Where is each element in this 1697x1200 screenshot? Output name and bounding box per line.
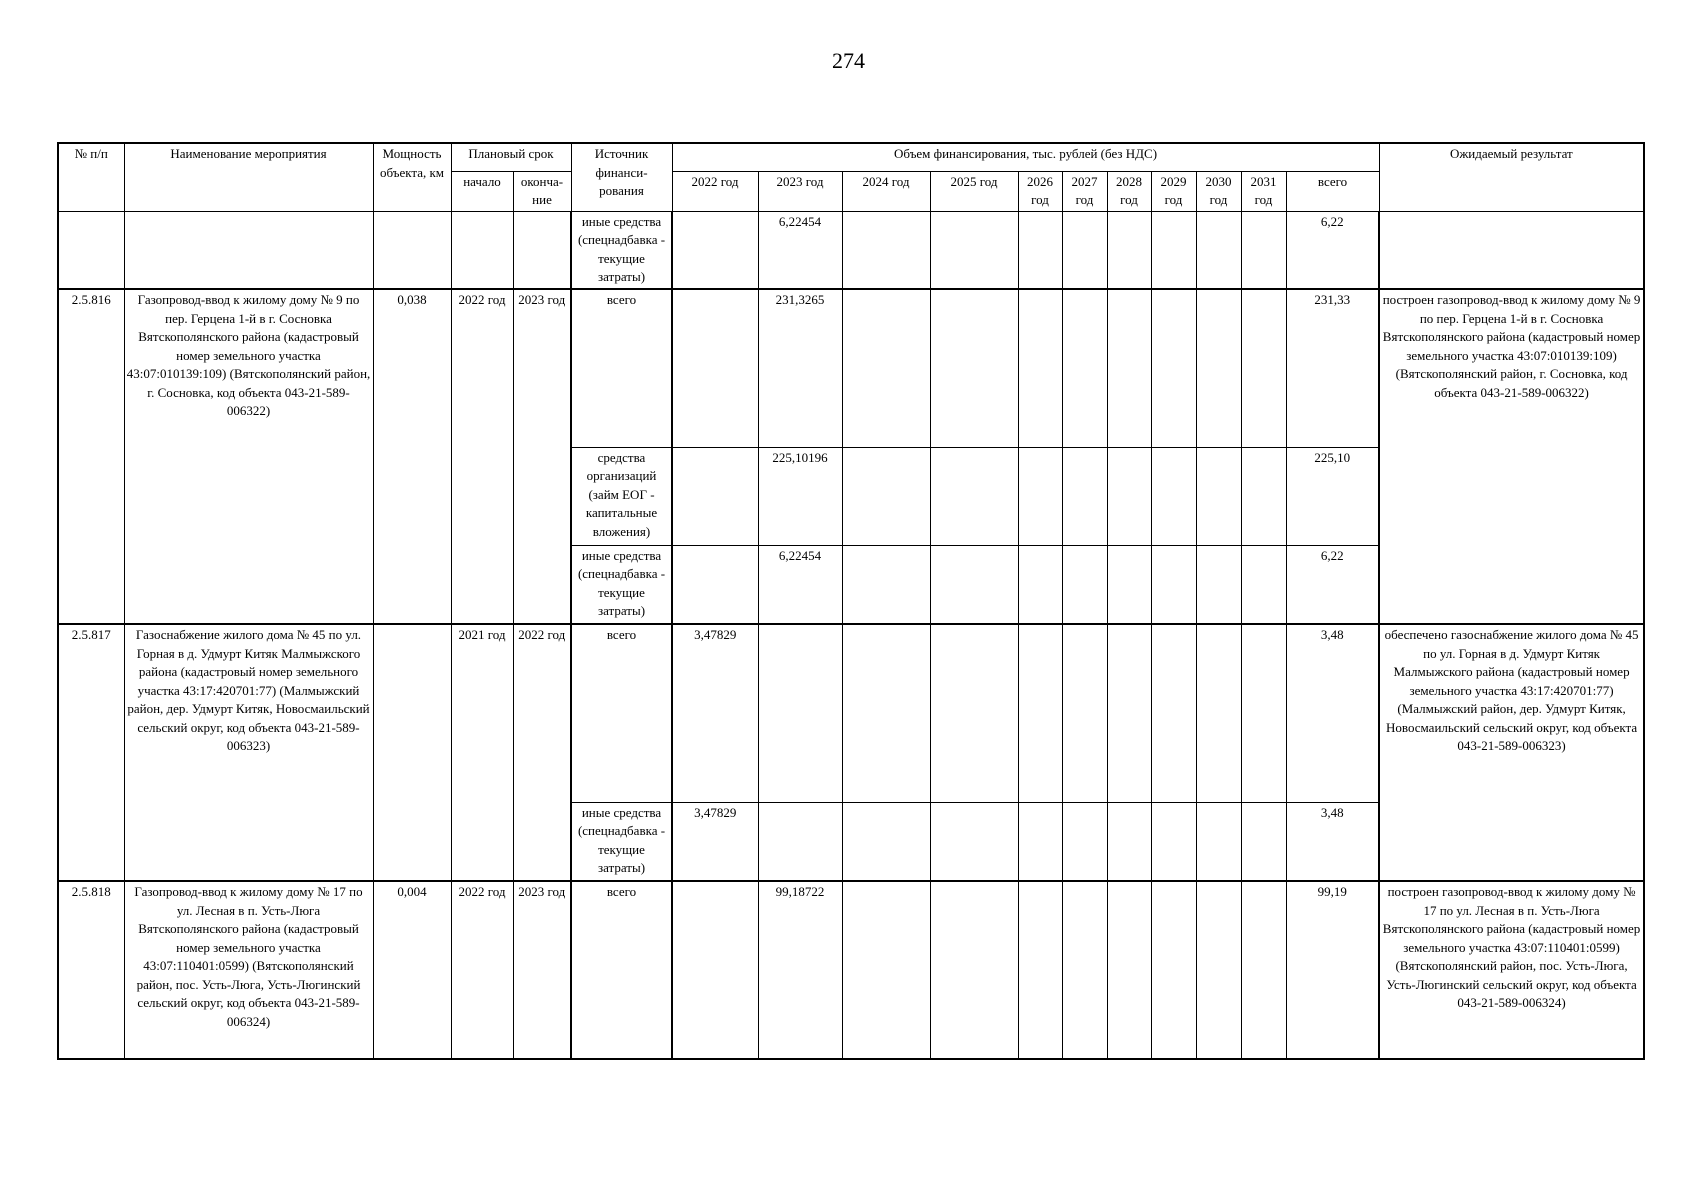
cell-name: Газопровод-ввод к жилому дому № 17 по ул. Лесная в п. Усть-Люга Вятскополянского района (кадастровый номер земельного участка 43:07:110401:0599) (Вятскополянский район, пос. Усть-Люга, Усть-Люгинский сельский округ, код объекта 043-21-589-006324) [124, 881, 373, 1059]
cell-y2028 [1107, 289, 1151, 447]
cell-end: 2023 год [513, 881, 571, 1059]
header-year: 2029 год [1151, 171, 1196, 211]
cell-y2022 [672, 545, 758, 624]
cell-y2025 [930, 802, 1018, 881]
financing-table [57, 142, 1645, 1060]
cell-y2031 [1241, 881, 1286, 1059]
cell-source: всего [571, 881, 672, 1059]
cell-start: 2022 год [451, 289, 513, 624]
cell-y2023: 6,22454 [758, 545, 842, 624]
cell-total: 231,33 [1286, 289, 1379, 447]
cell-total: 6,22 [1286, 211, 1379, 289]
cell-power [373, 624, 451, 881]
cell-y2022: 3,47829 [672, 624, 758, 802]
cell-start: 2021 год [451, 624, 513, 881]
header-year: 2023 год [758, 171, 842, 211]
cell-power: 0,038 [373, 289, 451, 624]
cell-name: Газоснабжение жилого дома № 45 по ул. Горная в д. Удмурт Китяк Малмыжского района (кадастровый номер земельного участка 43:17:420701:77) (Малмыжский район, дер. Удмурт Китяк, Новосмаильский сельский округ, код объекта 043-21-589-006323) [124, 624, 373, 881]
cell-num: 2.5.817 [58, 624, 124, 881]
header-power: Мощность объекта, км [373, 143, 451, 211]
header-result: Ожидаемый результат [1379, 143, 1644, 211]
cell-y2031 [1241, 289, 1286, 447]
header-year: 2027 год [1062, 171, 1107, 211]
cell-y2028 [1107, 211, 1151, 289]
cell-y2030 [1196, 881, 1241, 1059]
cell-source: иные средства (спецнадбавка - текущие затраты) [571, 545, 672, 624]
cell-result [1379, 211, 1644, 289]
cell-y2029 [1151, 289, 1196, 447]
cell-end: 2023 год [513, 289, 571, 624]
cell-y2023 [758, 802, 842, 881]
cell-y2022 [672, 447, 758, 545]
cell-y2025 [930, 447, 1018, 545]
cell-y2026 [1018, 624, 1062, 802]
cell-total: 3,48 [1286, 802, 1379, 881]
cell-y2028 [1107, 624, 1151, 802]
cell-source: всего [571, 289, 672, 447]
cell-y2030 [1196, 211, 1241, 289]
cell-y2028 [1107, 447, 1151, 545]
header-year: 2030 год [1196, 171, 1241, 211]
cell-y2024 [842, 802, 930, 881]
cell-y2026 [1018, 211, 1062, 289]
cell-result: обеспечено газоснабжение жилого дома № 45 по ул. Горная в д. Удмурт Китяк Малмыжского района (кадастровый номер земельного участка 43:17:420701:77) (Малмыжский район, дер. Удмурт Китяк, Новосмаильский сельский округ, код объекта 043-21-589-006323) [1379, 624, 1644, 881]
cell-y2028 [1107, 881, 1151, 1059]
cell-y2025 [930, 881, 1018, 1059]
cell-start [451, 211, 513, 289]
cell-y2024 [842, 289, 930, 447]
cell-y2030 [1196, 802, 1241, 881]
cell-y2029 [1151, 211, 1196, 289]
header-year: 2025 год [930, 171, 1018, 211]
header-year: 2028 год [1107, 171, 1151, 211]
cell-y2029 [1151, 447, 1196, 545]
cell-y2030 [1196, 447, 1241, 545]
cell-y2030 [1196, 289, 1241, 447]
cell-y2031 [1241, 624, 1286, 802]
cell-y2026 [1018, 802, 1062, 881]
cell-y2024 [842, 624, 930, 802]
cell-y2027 [1062, 545, 1107, 624]
cell-y2027 [1062, 802, 1107, 881]
cell-y2025 [930, 545, 1018, 624]
cell-y2025 [930, 211, 1018, 289]
cell-end: 2022 год [513, 624, 571, 881]
header-term: Плановый срок [451, 143, 571, 171]
header-year: 2026 год [1018, 171, 1062, 211]
cell-y2031 [1241, 447, 1286, 545]
cell-num: 2.5.818 [58, 881, 124, 1059]
table-row [58, 211, 1644, 289]
cell-start: 2022 год [451, 881, 513, 1059]
header-year: 2024 год [842, 171, 930, 211]
cell-y2023: 225,10196 [758, 447, 842, 545]
header-term-end: оконча-ние [513, 171, 571, 211]
cell-total: 225,10 [1286, 447, 1379, 545]
cell-source: всего [571, 624, 672, 802]
header-year: 2031 год [1241, 171, 1286, 211]
cell-total: 3,48 [1286, 624, 1379, 802]
cell-y2024 [842, 211, 930, 289]
cell-total: 6,22 [1286, 545, 1379, 624]
cell-y2026 [1018, 545, 1062, 624]
cell-y2031 [1241, 211, 1286, 289]
cell-total: 99,19 [1286, 881, 1379, 1059]
cell-result: построен газопровод-ввод к жилому дому № 17 по ул. Лесная в п. Усть-Люга Вятскополянского района (кадастровый номер земельного участка 43:07:110401:0599) (Вятскополянский район, пос. Усть-Люга, Усть-Люгинский сельский округ, код объекта 043-21-589-006324) [1379, 881, 1644, 1059]
cell-y2029 [1151, 881, 1196, 1059]
cell-source: иные средства (спецнадбавка - текущие затраты) [571, 211, 672, 289]
page-number: 274 [832, 48, 865, 73]
header-num: № п/п [58, 143, 124, 211]
table-row [58, 881, 1644, 1059]
table-row [58, 624, 1644, 802]
cell-power [373, 211, 451, 289]
cell-y2027 [1062, 211, 1107, 289]
cell-y2024 [842, 447, 930, 545]
cell-y2027 [1062, 447, 1107, 545]
cell-y2027 [1062, 624, 1107, 802]
header-total: всего [1286, 171, 1379, 211]
cell-result: построен газопровод-ввод к жилому дому № 9 по пер. Герцена 1-й в г. Сосновка Вятскополянского района (кадастровый номер земельного участка 43:07:010139:109) (Вятскополянский район, г. Сосновка, код объекта 043-21-589-006322) [1379, 289, 1644, 624]
cell-y2028 [1107, 802, 1151, 881]
cell-y2029 [1151, 624, 1196, 802]
cell-y2029 [1151, 545, 1196, 624]
header-name: Наименование мероприятия [124, 143, 373, 211]
cell-source: иные средства (спецнадбавка - текущие затраты) [571, 802, 672, 881]
cell-y2031 [1241, 802, 1286, 881]
cell-y2025 [930, 624, 1018, 802]
cell-y2023: 99,18722 [758, 881, 842, 1059]
cell-y2026 [1018, 289, 1062, 447]
cell-y2024 [842, 545, 930, 624]
cell-y2030 [1196, 624, 1241, 802]
header-source: Источник финанси-рования [571, 143, 672, 211]
cell-y2025 [930, 289, 1018, 447]
cell-y2027 [1062, 289, 1107, 447]
cell-y2023: 231,3265 [758, 289, 842, 447]
cell-y2026 [1018, 881, 1062, 1059]
cell-y2027 [1062, 881, 1107, 1059]
header-volume: Объем финансирования, тыс. рублей (без НДС) [672, 143, 1379, 171]
cell-power: 0,004 [373, 881, 451, 1059]
cell-num [58, 211, 124, 289]
cell-source: средства организаций (займ ЕОГ - капитальные вложения) [571, 447, 672, 545]
cell-y2022 [672, 211, 758, 289]
cell-y2022 [672, 881, 758, 1059]
cell-y2022 [672, 289, 758, 447]
cell-name [124, 211, 373, 289]
cell-num: 2.5.816 [58, 289, 124, 624]
cell-name: Газопровод-ввод к жилому дому № 9 по пер. Герцена 1-й в г. Сосновка Вятскополянского района (кадастровый номер земельного участка 43:07:010139:109) (Вятскополянский район, г. Сосновка, код объекта 043-21-589-006322) [124, 289, 373, 624]
cell-y2022: 3,47829 [672, 802, 758, 881]
table-row [58, 289, 1644, 447]
cell-y2029 [1151, 802, 1196, 881]
header-year: 2022 год [672, 171, 758, 211]
cell-y2023 [758, 624, 842, 802]
cell-y2028 [1107, 545, 1151, 624]
cell-y2023: 6,22454 [758, 211, 842, 289]
cell-y2031 [1241, 545, 1286, 624]
cell-end [513, 211, 571, 289]
header-term-start: начало [451, 171, 513, 211]
cell-y2026 [1018, 447, 1062, 545]
cell-y2024 [842, 881, 930, 1059]
cell-y2030 [1196, 545, 1241, 624]
